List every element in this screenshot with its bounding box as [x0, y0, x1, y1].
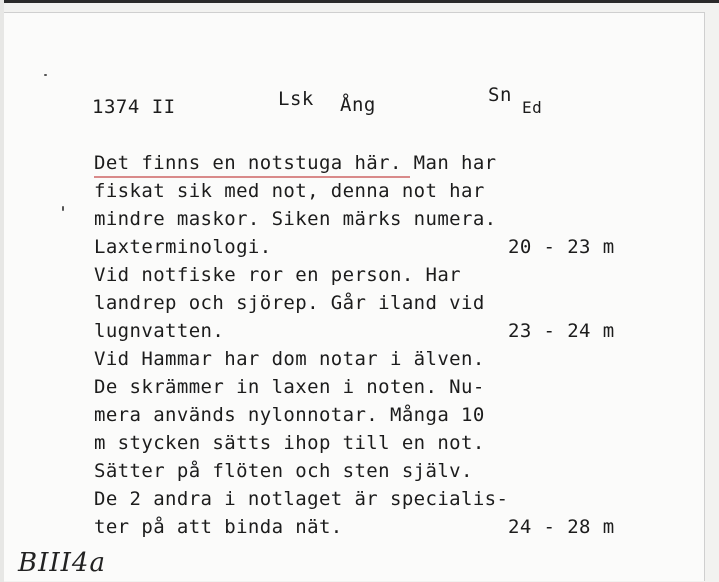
scan-top-edge — [0, 0, 719, 3]
text-line-8: Vid Hammar har dom notar i älven. — [94, 348, 485, 370]
text-line-13: De 2 andra i notlaget är specialis- — [94, 488, 509, 510]
range-3: 24 - 28 m — [508, 516, 615, 538]
text-line-14: ter på att binda nät. — [94, 516, 343, 538]
card-id: 1374 II — [92, 96, 176, 118]
text-line-2: fiskat sik med not, denna not har — [94, 180, 485, 202]
socken-label: Sn — [488, 84, 512, 106]
text-line-12: Sätter på flöten och sten själv. — [94, 460, 473, 482]
text-line-11: m stycken sätts ihop till en not. — [94, 432, 485, 454]
text-line-4: Laxterminologi. — [94, 236, 272, 258]
handwritten-reference: BIII4a — [18, 548, 106, 578]
ink-speck — [62, 206, 64, 211]
landskap-label: Lsk — [278, 88, 314, 110]
text-line-7: lugnvatten. — [94, 320, 225, 342]
ink-speck — [44, 74, 47, 76]
text-line-10: mera används nylonnotar. Många 10 — [94, 404, 485, 426]
landskap-value: Ång — [340, 94, 376, 116]
red-underline — [94, 176, 410, 178]
text-line-9: De skrämmer in laxen i noten. Nu- — [94, 376, 485, 398]
text-line-5: Vid notfiske ror en person. Har — [94, 264, 462, 286]
text-line-6: landrep och sjörep. Går iland vid — [94, 292, 485, 314]
text-line-1: Det finns en notstuga här. Man har — [94, 152, 497, 174]
range-1: 20 - 23 m — [508, 236, 615, 258]
range-2: 23 - 24 m — [508, 320, 615, 342]
text-line-3: mindre maskor. Siken märks numera. — [94, 208, 497, 230]
socken-value: Ed — [522, 98, 543, 117]
